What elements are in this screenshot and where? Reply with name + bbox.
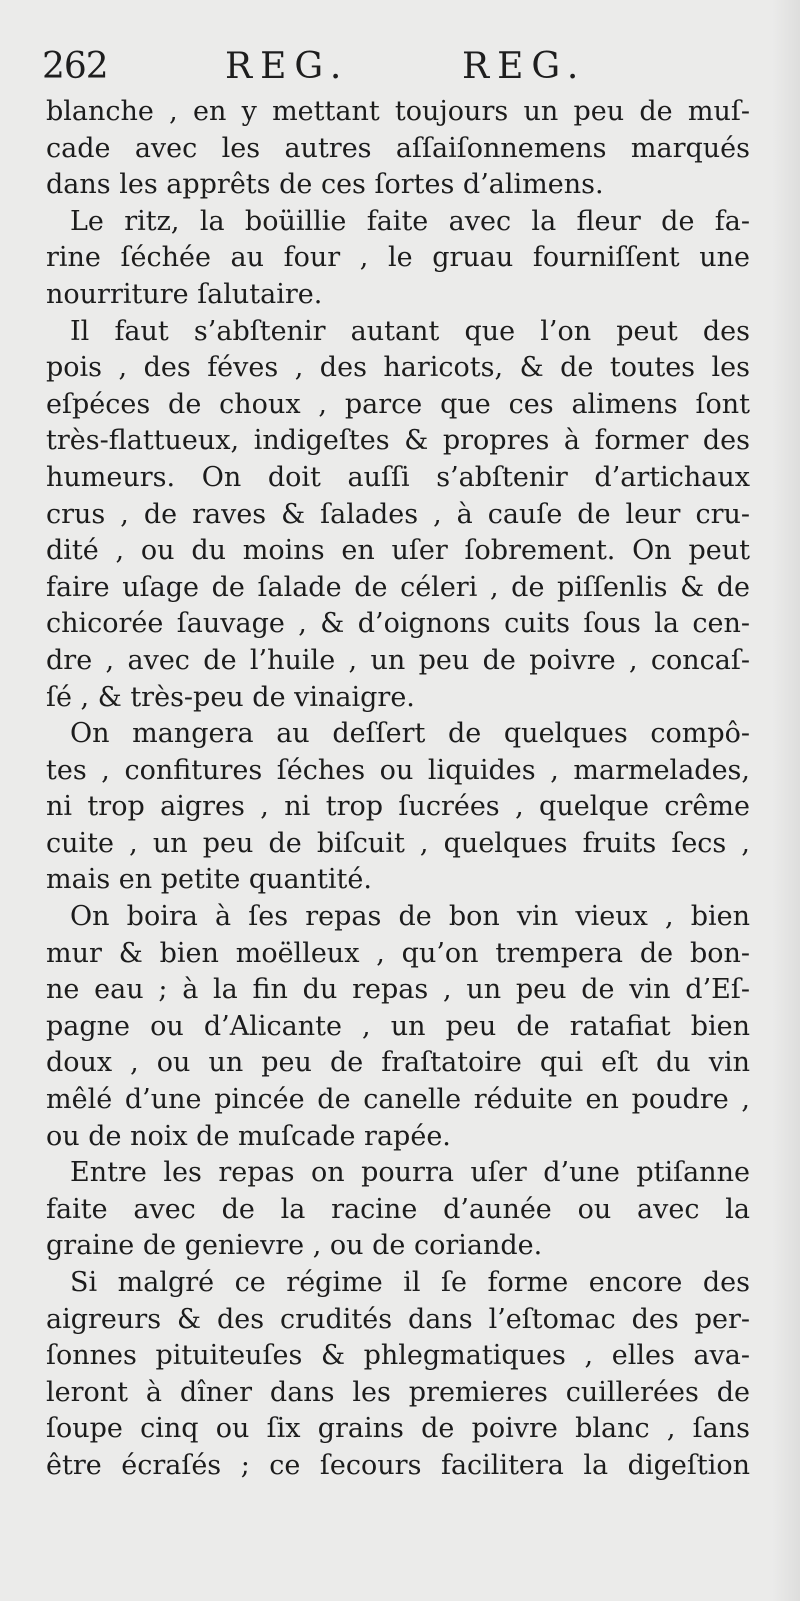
text-line-25: ne eau ; à la fin du repas , un peu de vin d’Eſ-	[46, 974, 750, 1006]
text-line-14: faire uſage de ſalade de céleri , de piſſenlis & de	[46, 571, 750, 603]
text-line-16: dre , avec de l’huile , un peu de poivre , concaſ-	[46, 644, 750, 676]
text-line-19: tes , confitures ſéches ou liquides , marmelades,	[46, 754, 750, 786]
text-line-20: ni trop aigres , ni trop ſucrées , quelque crême	[46, 791, 750, 823]
text-line-24: mur & bien moëlleux , qu’on trempera de bon-	[46, 937, 750, 969]
text-line-8: pois , des féves , des haricots, & de toutes les	[46, 352, 750, 384]
text-line-30: Entre les repas on pourra uſer d’une ptiſanne	[70, 1157, 750, 1189]
text-line-2: cade avec les autres aſſaiſonnemens marqués	[46, 132, 750, 164]
text-line-12: crus , de raves & ſalades , à cauſe de leur cru-	[46, 498, 750, 530]
text-line-27: doux , ou un peu de fraſtatoire qui eſt du vin	[46, 1047, 750, 1079]
text-line-22: mais en petite quantité.	[46, 864, 372, 896]
text-line-35: ſonnes pituiteuſes & phlegmatiques , elles ava-	[46, 1340, 750, 1372]
text-line-28: mêlé d’une pincée de canelle réduite en poudre ,	[46, 1084, 750, 1116]
text-line-18: On mangera au deſſert de quelques compô-	[70, 718, 750, 750]
text-line-31: faite avec de la racine d’aunée ou avec la	[46, 1193, 750, 1225]
text-line-36: leront à dîner dans les premieres cuillerées de	[46, 1376, 750, 1408]
text-line-29: ou de noix de muſcade rapée.	[46, 1120, 451, 1152]
text-line-38: être écraſés ; ce ſecours facilitera la digeſtion	[46, 1449, 750, 1481]
page-number: 262	[42, 46, 108, 87]
running-head-right: REG.	[462, 46, 587, 87]
text-line-32: graine de genievre , ou de coriande.	[46, 1230, 543, 1262]
text-line-4: Le ritz, la boüillie faite avec la fleur de fa-	[70, 205, 750, 237]
running-head-left: REG.	[225, 46, 350, 87]
text-line-11: humeurs. On doit auſſi s’abſtenir d’artichaux	[46, 461, 750, 493]
text-line-6: nourriture ſalutaire.	[46, 278, 323, 310]
text-line-37: ſoupe cinq ou ſix grains de poivre blanc , ſans	[46, 1413, 750, 1445]
text-line-26: pagne ou d’Alicante , un peu de ratafiat bien	[46, 1010, 750, 1042]
text-line-21: cuite , un peu de biſcuit , quelques fruits ſecs ,	[46, 827, 750, 859]
text-line-7: Il faut s’abſtenir autant que l’on peut des	[70, 315, 750, 347]
text-line-13: dité , ou du moins en uſer ſobrement. On peut	[46, 535, 750, 567]
running-head	[42, 38, 742, 98]
text-line-17: ſé , & très-peu de vinaigre.	[46, 681, 415, 713]
page-edge-shadow	[772, 0, 800, 1601]
text-line-15: chicorée ſauvage , & d’oignons cuits ſous la cen-	[46, 608, 750, 640]
text-line-1: blanche , en y mettant toujours un peu de muſ-	[46, 96, 750, 127]
text-line-3: dans les apprêts de ces ſortes d’alimens.	[46, 169, 604, 201]
text-line-9: eſpéces de choux , parce que ces alimens ſont	[46, 388, 750, 420]
text-line-34: aigreurs & des crudités dans l’eſtomac des per-	[46, 1303, 750, 1335]
body-text	[46, 94, 750, 1485]
text-line-23: On boira à ſes repas de bon vin vieux , bien	[70, 901, 750, 933]
text-line-10: très-flattueux, indigeſtes & propres à former des	[46, 425, 750, 457]
text-line-33: Si malgré ce régime il ſe forme encore des	[70, 1267, 750, 1298]
text-line-5: rine ſéchée au four , le gruau fourniſſent une	[46, 242, 750, 274]
